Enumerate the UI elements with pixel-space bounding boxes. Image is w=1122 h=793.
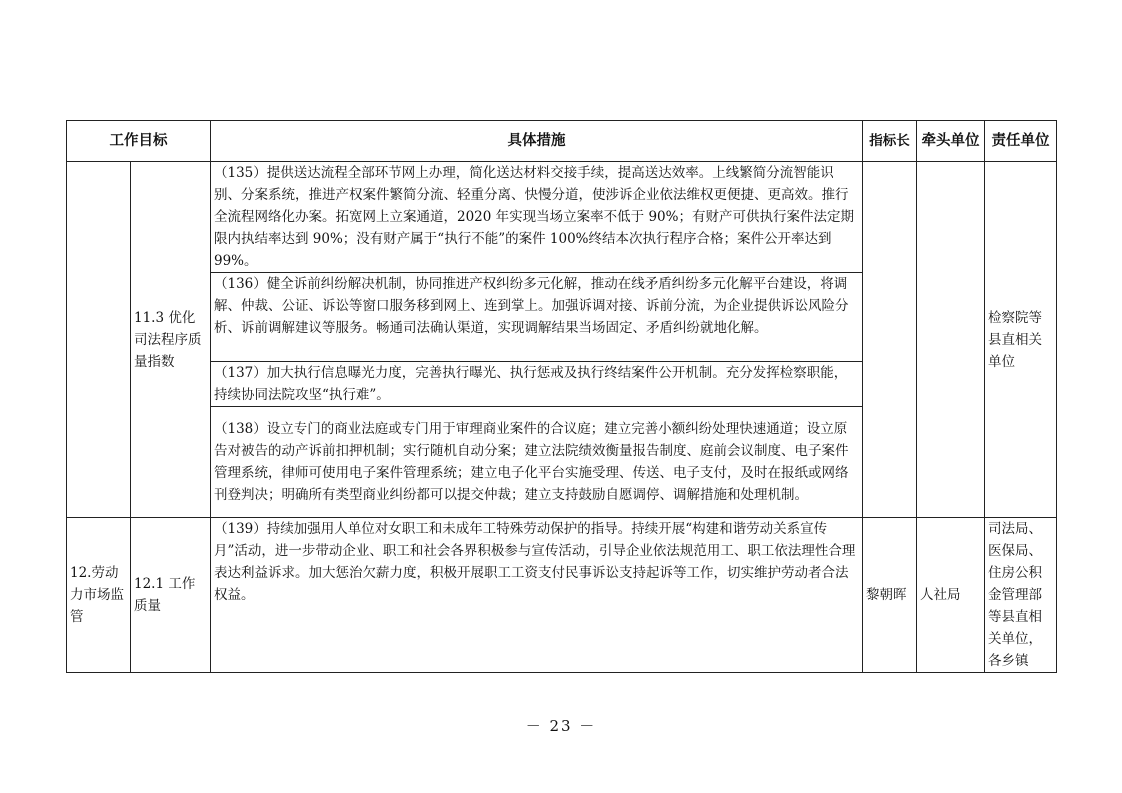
indicator-lead-12: 黎朝晖 [863,518,917,673]
measure-137: （137）加大执行信息曝光力度，完善执行曝光、执行惩戒及执行终结案件公开机制。充分发挥检察职能，持续协同法院攻坚“执行难”。 [211,362,863,407]
table-row [67,162,1057,273]
sub-goal-12-1: 12.1 工作质量 [131,518,211,673]
goal-cell-11 [67,162,131,518]
header-lead-unit: 牵头单位 [917,121,985,162]
responsible-unit-11: 检察院等县直相关单位 [985,162,1057,518]
header-responsible-unit: 责任单位 [985,121,1057,162]
measure-135: （135）提供送达流程全部环节网上办理，简化送达材料交接手续，提高送达效率。上线繁简分流智能识别、分案系统，推进产权案件繁简分流、轻重分离、快慢分道，使涉诉企业依法维权更便捷、更高效。推行全流程网络化办案。拓宽网上立案通道，2020 年实现当场立案率不低于 90%；有财产可供执行案件法定期限内执结率达到 90%；没有财产属于“执行不能”的案件 100%终结本次执行程序合格；案件公开率达到 99%。 [211,162,863,273]
lead-unit-12: 人社局 [917,518,985,673]
lead-unit-11 [917,162,985,518]
measures-table [66,120,1057,673]
page-number: － 23 － [525,717,597,735]
measure-139: （139）持续加强用人单位对女职工和未成年工特殊劳动保护的指导。持续开展“构建和谐劳动关系宣传月”活动，进一步带动企业、职工和社会各界积极参与宣传活动，引导企业依法规范用工、职工依法理性合理表达利益诉求。加大惩治欠薪力度，积极开展职工工资支付民事诉讼支持起诉等工作，切实维护劳动者合法权益。 [211,518,863,673]
measure-136: （136）健全诉前纠纷解决机制，协同推进产权纠纷多元化解，推动在线矛盾纠纷多元化解平台建设，将调解、仲裁、公证、诉讼等窗口服务移到网上、连到掌上。加强诉调对接、诉前分流，为企业提供诉讼风险分析、诉前调解建议等服务。畅通司法确认渠道，实现调解结果当场固定、矛盾纠纷就地化解。 [211,273,863,362]
table-row [67,518,1057,673]
measure-138: （138）设立专门的商业法庭或专门用于审理商业案件的合议庭；建立完善小额纠纷处理快速通道；设立原告对被告的动产诉前扣押机制；实行随机自动分案；建立法院绩效衡量报告制度、庭前会议制度、电子案件管理系统，律师可使用电子案件管理系统；建立电子化平台实施受理、传送、电子支付，及时在报纸或网络刊登判决；明确所有类型商业纠纷都可以提交仲裁；建立支持鼓励自愿调停、调解措施和处理机制。 [211,407,863,518]
sub-goal-11-3: 11.3 优化司法程序质量指数 [131,162,211,518]
goal-12: 12.劳动力市场监管 [67,518,131,673]
header-goal: 工作目标 [67,121,211,162]
header-indicator-lead: 指标长 [863,121,917,162]
responsible-unit-12: 司法局、医保局、住房公积金管理部等县直相关单位，各乡镇 [985,518,1057,673]
table-header-row [67,121,1057,162]
header-measures: 具体措施 [211,121,863,162]
indicator-lead-11 [863,162,917,518]
